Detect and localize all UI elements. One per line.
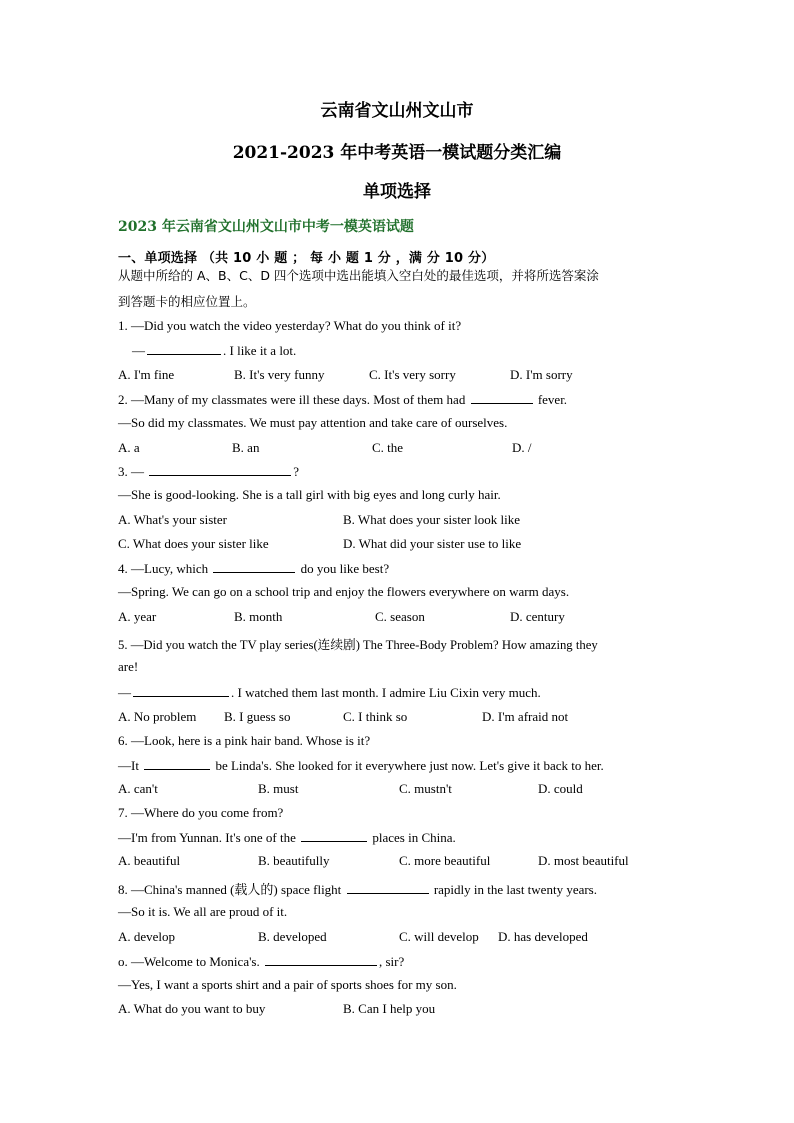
- q2-option-a: A. a: [118, 440, 140, 455]
- q1-option-a: A. I'm fine: [118, 367, 175, 382]
- q8-option-c: C. will develop: [399, 929, 479, 944]
- q4-blank: [213, 560, 295, 573]
- q7-option-d: D. most beautiful: [538, 853, 629, 868]
- q1-option-c: C. It's very sorry: [369, 367, 456, 382]
- q2-blank: [471, 391, 533, 404]
- q3-option-a: A. What's your sister: [118, 512, 227, 527]
- q9-prompt-tail: , sir?: [379, 954, 405, 969]
- q5-blank: [133, 684, 229, 697]
- instruction-line-2: 到答题卡的相应位置上。: [118, 294, 256, 309]
- q9-response: —Yes, I want a sports shirt and a pair of sports shoes for my son.: [118, 977, 457, 992]
- q3-option-c: C. What does your sister like: [118, 536, 269, 551]
- q4-prompt: [118, 560, 389, 577]
- q3-option-d: D. What did your sister use to like: [343, 536, 522, 551]
- q5-prompt: 5. —Did you watch the TV play series(连续剧) The Three-Body Problem? How amazing they: [118, 638, 598, 652]
- q4-option-c: C. season: [375, 609, 425, 624]
- q8-option-b: B. developed: [258, 929, 327, 944]
- q8-prompt-head: 8. —China's manned (载人的) space flight: [118, 882, 342, 897]
- q1-option-d: D. I'm sorry: [510, 367, 573, 382]
- q2-response: —So did my classmates. We must pay attention and take care of ourselves.: [118, 415, 508, 430]
- q8-option-a: A. develop: [118, 929, 176, 944]
- q2-prompt-tail: fever.: [537, 392, 568, 407]
- q1-response-tail: . I like it a lot.: [223, 343, 297, 358]
- q3-prompt-tail: ?: [293, 464, 300, 479]
- q2-option-d: D. /: [512, 440, 532, 455]
- q5-response-tail: . I watched them last month. I admire Liu Cixin very much.: [231, 685, 541, 700]
- q5-option-b: B. I guess so: [224, 709, 291, 724]
- q6-option-a: A. can't: [118, 781, 158, 796]
- doc-title-line-2: 2021-2023 年中考英语一模试题分类汇编: [232, 143, 562, 163]
- q3-prompt: [118, 463, 299, 480]
- q2-option-c: C. the: [372, 440, 404, 455]
- q6-response: [118, 757, 604, 774]
- q7-blank: [301, 829, 367, 842]
- q9-option-b: B. Can I help you: [343, 1001, 436, 1016]
- q1-option-b: B. It's very funny: [234, 367, 325, 382]
- q1-prompt: 1. —Did you watch the video yesterday? What do you think of it?: [118, 318, 462, 333]
- q7-option-a: A. beautiful: [118, 853, 181, 868]
- q6-prompt: 6. —Look, here is a pink hair band. Whose is it?: [118, 733, 371, 748]
- doc-title-line-3: 单项选择: [363, 182, 431, 202]
- q7-response: [118, 829, 456, 846]
- q4-option-a: A. year: [118, 609, 157, 624]
- q9-blank: [265, 953, 377, 966]
- q8-prompt: [118, 879, 597, 898]
- q6-response-tail: be Linda's. She looked for it everywhere just now. Let's give it back to her.: [215, 758, 604, 773]
- q4-option-d: D. century: [510, 609, 565, 624]
- q1-dash: —: [132, 343, 145, 358]
- q9-prompt: [118, 953, 404, 970]
- q2-option-b: B. an: [232, 440, 260, 455]
- q6-option-d: D. could: [538, 781, 583, 796]
- q4-option-b: B. month: [234, 609, 283, 624]
- q8-response: —So it is. We all are proud of it.: [118, 904, 288, 919]
- q9-prompt-head: o. —Welcome to Monica's.: [118, 954, 260, 969]
- q7-prompt: 7. —Where do you come from?: [118, 805, 284, 820]
- q9-option-a: A. What do you want to buy: [118, 1001, 266, 1016]
- q5-prompt-cont: are!: [118, 659, 139, 674]
- q6-response-head: —It: [118, 758, 139, 773]
- part-heading: 一、单项选择 （共 10 小 题 ； 每 小 题 1 分 ，满 分 10 分）: [118, 251, 495, 266]
- q2-prompt: [118, 391, 567, 408]
- q6-option-c: C. mustn't: [399, 781, 452, 796]
- q7-option-b: B. beautifully: [258, 853, 330, 868]
- q8-option-d: D. has developed: [498, 929, 588, 944]
- q3-option-b: B. What does your sister look like: [343, 512, 521, 527]
- q5-option-a: A. No problem: [118, 709, 197, 724]
- q8-blank: [347, 881, 429, 894]
- q5-response: [118, 684, 541, 701]
- q4-prompt-head: 4. —Lucy, which: [118, 561, 209, 576]
- section-title: 2023 年云南省文山州文山市中考一模英语试题: [118, 219, 414, 235]
- q3-blank: [149, 463, 291, 476]
- instruction-line-1: 从题中所给的 A、B、C、D 四个选项中选出能填入空白处的最佳选项，并将所选答案涂: [118, 268, 599, 283]
- q7-response-head: —I'm from Yunnan. It's one of the: [118, 830, 296, 845]
- q1-blank: [147, 342, 221, 355]
- q4-prompt-tail: do you like best?: [300, 561, 390, 576]
- q6-option-b: B. must: [258, 781, 299, 796]
- q5-option-c: C. I think so: [343, 709, 408, 724]
- q7-option-c: C. more beautiful: [399, 853, 491, 868]
- q2-prompt-head: 2. —Many of my classmates were ill these days. Most of them had: [118, 392, 466, 407]
- doc-title-line-1: 云南省文山州文山市: [320, 101, 474, 121]
- q4-response: —Spring. We can go on a school trip and enjoy the flowers everywhere on warm days.: [118, 584, 570, 599]
- q3-response: —She is good-looking. She is a tall girl with big eyes and long curly hair.: [118, 487, 501, 502]
- q8-prompt-tail: rapidly in the last twenty years.: [433, 882, 597, 897]
- q5-option-d: D. I'm afraid not: [482, 709, 569, 724]
- q7-response-tail: places in China.: [372, 830, 456, 845]
- q1-response: [122, 342, 296, 359]
- q3-prompt-head: 3. —: [118, 464, 144, 479]
- q6-blank: [144, 757, 210, 770]
- q5-dash: —: [118, 685, 131, 700]
